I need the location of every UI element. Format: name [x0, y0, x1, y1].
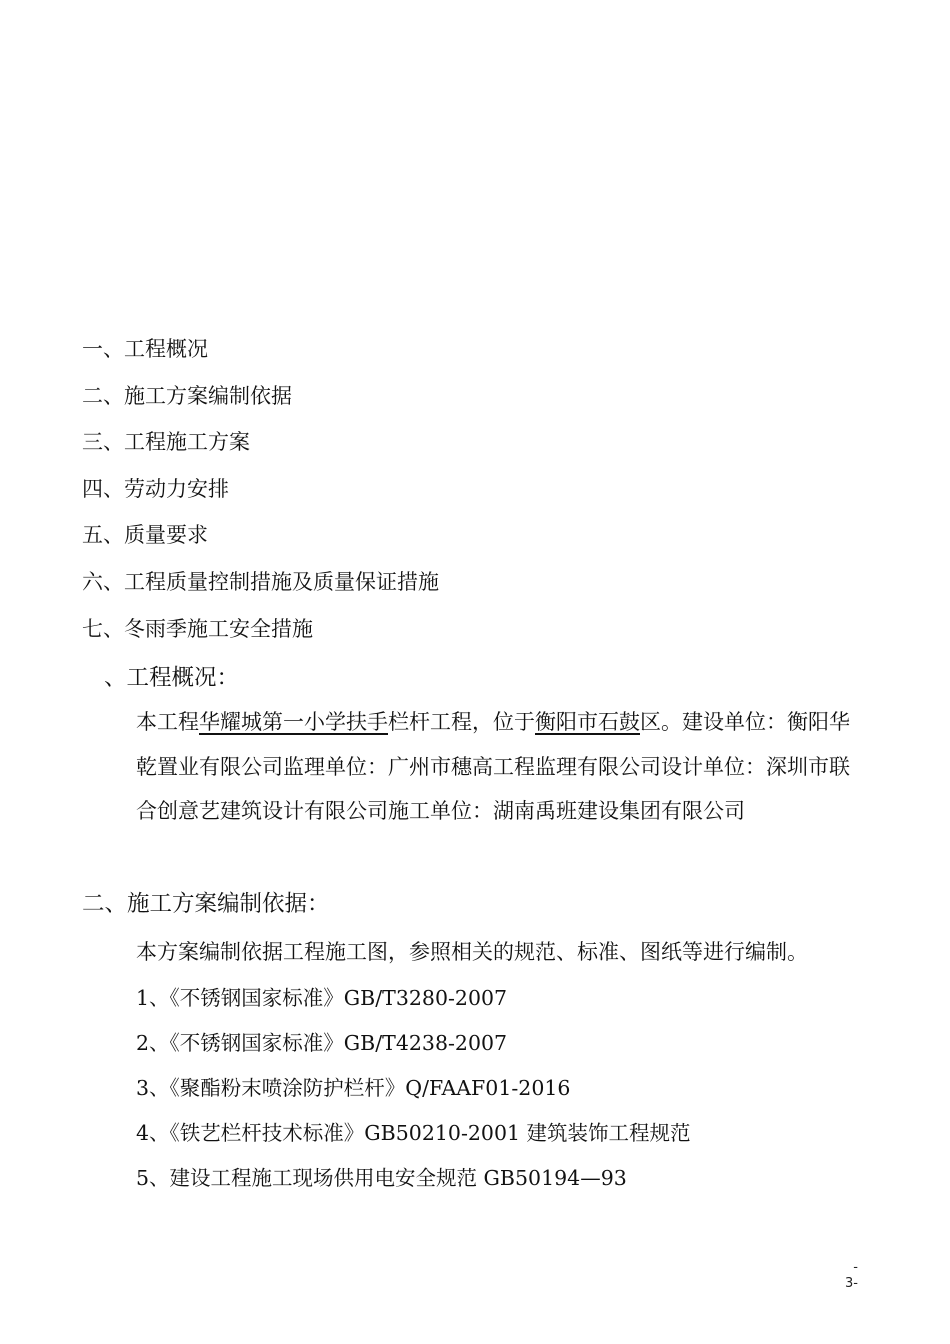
toc-item-2: 二、施工方案编制依据: [82, 383, 292, 408]
page-number-value: 3-: [845, 1276, 858, 1291]
toc-item-4: 四、劳动力安排: [82, 476, 229, 501]
project-name-underlined: 华耀城第一小学扶手: [199, 710, 388, 734]
toc-item-5: 五、质量要求: [82, 523, 208, 548]
reference-item-4: 4、《铁艺栏杆技术标准》GB50210-2001 建筑装饰工程规范: [136, 1121, 691, 1145]
overview-text-1: 本工程: [136, 710, 199, 734]
section-2-heading: 二、施工方案编制依据：: [82, 891, 330, 917]
table-of-contents: [82, 332, 882, 658]
reference-item-1: 1、《不锈钢国家标准》GB/T3280-2007: [136, 986, 508, 1010]
reference-item-5: 5、建设工程施工现场供用电安全规范 GB50194—93: [136, 1166, 627, 1190]
reference-item-2: 2、《不锈钢国家标准》GB/T4238-2007: [136, 1031, 508, 1055]
page-number-dash: -: [853, 1260, 858, 1275]
project-overview-paragraph: [136, 700, 856, 834]
section-1-heading: 、工程概况：: [104, 665, 240, 691]
reference-list: [136, 978, 876, 1203]
overview-text-3: 区。建设单位：衡阳华乾置业有限公司监理单位：广州市穗高工程监理有限公司设计单位：深圳市联合创意艺建筑设计有限公司施工单位：湖南禹班建设集团有限公司: [136, 710, 850, 823]
basis-intro-paragraph: 本方案编制依据工程施工图，参照相关的规范、标准、图纸等进行编制。: [136, 940, 808, 964]
reference-item-3: 3、《聚酯粉末喷涂防护栏杆》Q/FAAF01-2016: [136, 1076, 571, 1100]
location-underlined: 衡阳市石鼓: [535, 710, 640, 734]
toc-item-7: 七、冬雨季施工安全措施: [82, 616, 313, 641]
toc-item-1: 一、工程概况: [82, 337, 208, 361]
page-number: [845, 1260, 858, 1292]
toc-item-3: 三、工程施工方案: [82, 430, 250, 455]
toc-item-6: 六、工程质量控制措施及质量保证措施: [82, 569, 439, 594]
overview-text-2: 栏杆工程，位于: [388, 710, 535, 734]
